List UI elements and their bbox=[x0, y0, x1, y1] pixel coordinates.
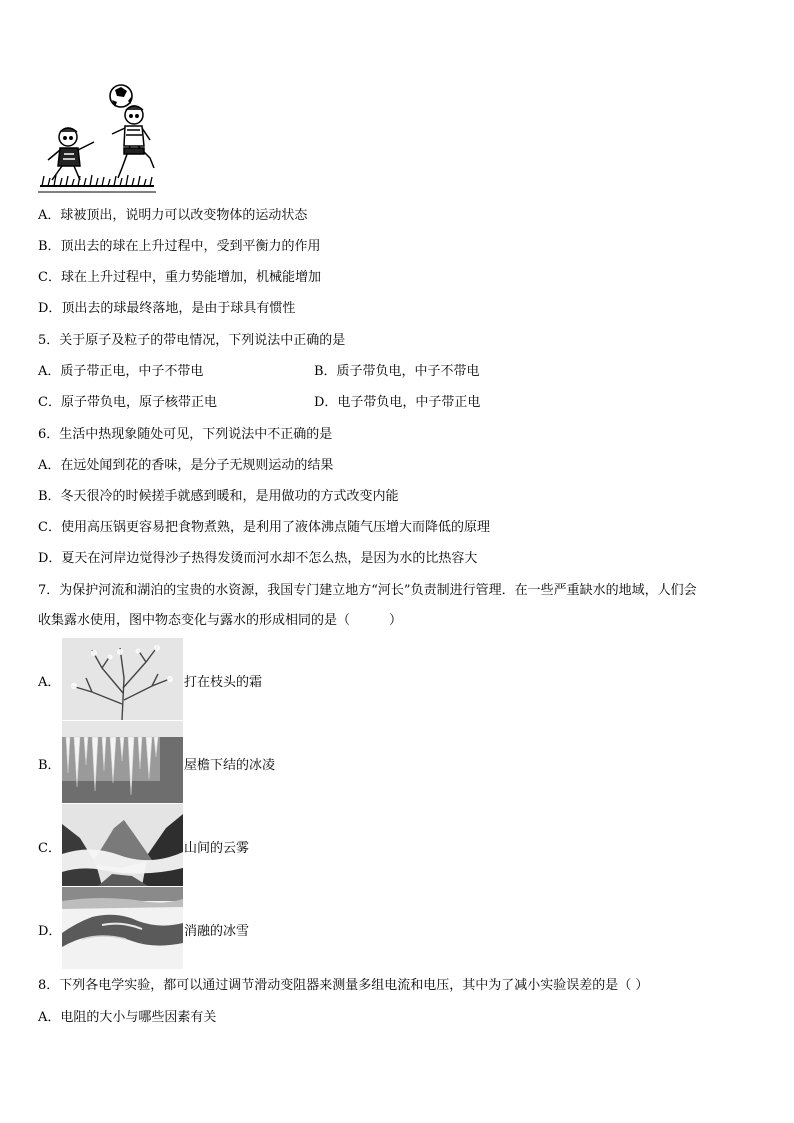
q8-option-a: A．电阻的大小与哪些因素有关 bbox=[38, 1010, 217, 1025]
q5-option-a: A．质子带正电，中子不带电 bbox=[38, 364, 204, 379]
q6-option-a: A．在远处闻到花的香味，是分子无规则运动的结果 bbox=[38, 458, 334, 473]
q6-stem: 6．生活中热现象随处可见，下列说法中不正确的是 bbox=[38, 427, 333, 442]
q7-option-c-letter: C． bbox=[38, 841, 61, 856]
q7-option-d-caption: 消融的冰雪 bbox=[184, 924, 250, 939]
q7-option-b-letter: B． bbox=[38, 758, 61, 773]
q7-option-d-letter: D． bbox=[38, 924, 62, 939]
q7-option-c-caption: 山间的云雾 bbox=[184, 841, 250, 856]
q4-option-c: C．球在上升过程中，重力势能增加，机械能增加 bbox=[38, 270, 321, 285]
q5-option-d: D．电子带负电，中子带正电 bbox=[314, 395, 481, 410]
q7-stem-line2: 收集露水使用，图中物态变化与露水的形成相同的是（ ） bbox=[38, 613, 403, 628]
q5-option-b: B．质子带负电，中子不带电 bbox=[314, 364, 480, 379]
grass-icon bbox=[38, 175, 156, 192]
icicle-photo bbox=[62, 721, 183, 803]
q7-option-a-letter: A． bbox=[38, 675, 61, 690]
frost-photo bbox=[62, 638, 183, 720]
q4-option-d: D．顶出去的球最终落地，是由于球具有惯性 bbox=[38, 301, 296, 316]
q7-option-a-caption: 打在枝头的霜 bbox=[184, 675, 263, 690]
kid-right-icon bbox=[112, 106, 154, 178]
q4-option-a: A．球被顶出，说明力可以改变物体的运动状态 bbox=[38, 208, 308, 223]
q5-option-c: C．原子带负电，原子核带正电 bbox=[38, 395, 217, 410]
kid-left-icon bbox=[48, 128, 94, 180]
q7-stem-line1: 7．为保护河流和湖泊的宝贵的水资源，我国专门建立地方“河长”负责制进行管理．在一些严重缺水的地域，人们会 bbox=[38, 583, 697, 598]
q6-option-b: B．冬天很冷的时候搓手就感到暖和，是用做功的方式改变内能 bbox=[38, 489, 399, 504]
ball-icon bbox=[110, 85, 132, 107]
q7-option-b-caption: 屋檐下结的冰凌 bbox=[184, 758, 276, 773]
melting-snow-photo bbox=[62, 887, 183, 969]
q8-stem: 8．下列各电学实验，都可以通过调节滑动变阻器来测量多组电流和电压，其中为了减小实验误差的是（ ） bbox=[38, 978, 649, 993]
q4-option-b: B．顶出去的球在上升过程中，受到平衡力的作用 bbox=[38, 239, 321, 254]
q6-option-d: D．夏天在河岸边觉得沙子热得发烫而河水却不怎么热，是因为水的比热容大 bbox=[38, 551, 478, 566]
q6-option-c: C．使用高压锅更容易把食物煮熟，是利用了液体沸点随气压增大而降低的原理 bbox=[38, 520, 490, 535]
mountain-fog-photo bbox=[62, 804, 183, 886]
q5-stem: 5．关于原子及粒子的带电情况，下列说法中正确的是 bbox=[38, 333, 346, 348]
soccer-illustration bbox=[38, 82, 156, 194]
